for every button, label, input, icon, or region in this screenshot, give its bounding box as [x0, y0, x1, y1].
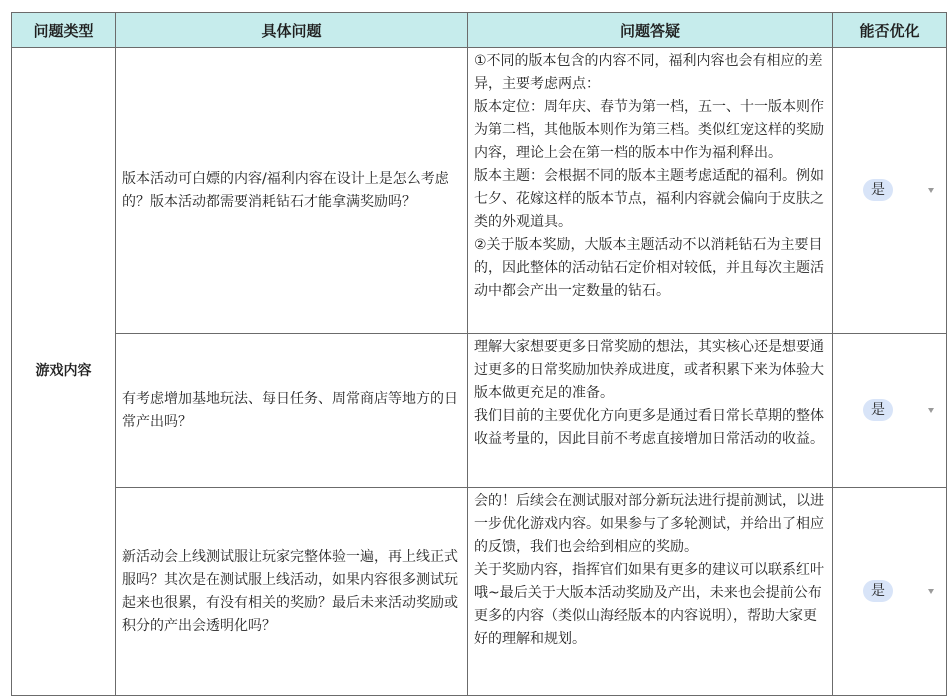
answer-paragraph: 版本定位：周年庆、春节为第一档，五一、十一版本则作为第二档，其他版本则作为第三档。类似红宠这样的奖励内容，理论上会在第一档的版本中作为福利释出。 — [474, 99, 824, 161]
answer-cell — [468, 334, 833, 488]
header-type: 问题类型 — [12, 13, 116, 48]
optimize-value-tag: 是 — [863, 179, 893, 201]
header-optimize: 能否优化 — [833, 13, 947, 48]
table-row — [12, 488, 947, 696]
header-question: 具体问题 — [116, 13, 468, 48]
optimize-value-tag: 是 — [863, 580, 893, 602]
header-row — [12, 13, 947, 48]
table-row — [12, 48, 947, 334]
question-cell: 有考虑增加基地玩法、每日任务、周常商店等地方的日常产出吗？ — [116, 334, 468, 488]
answer-paragraph: 版本主题：会根据不同的版本主题考虑适配的福利。例如七夕、花嫁这样的版本节点，福利内容就会偏向于皮肤之类的外观道具。 — [474, 168, 824, 230]
qa-table — [11, 12, 947, 696]
answer-paragraph: 会的！后续会在测试服对部分新玩法进行提前测试，以进一步优化游戏内容。如果参与了多轮测试，并给出了相应的反馈，我们也会给到相应的奖励。 — [474, 493, 824, 555]
category-cell: 游戏内容 — [12, 48, 116, 696]
answer-cell — [468, 488, 833, 696]
chevron-down-icon[interactable] — [928, 408, 934, 413]
optimize-select[interactable] — [833, 48, 947, 334]
answer-paragraph: 我们目前的主要优化方向更多是通过看日常长草期的整体收益考量的，因此目前不考虑直接增加日常活动的收益。 — [474, 408, 824, 447]
question-cell: 版本活动可白嫖的内容/福利内容在设计上是怎么考虑的？版本活动都需要消耗钻石才能拿满奖励吗？ — [116, 48, 468, 334]
answer-paragraph: ②关于版本奖励，大版本主题活动不以消耗钻石为主要目的，因此整体的活动钻石定价相对较低，并且每次主题活动中都会产出一定数量的钻石。 — [474, 237, 824, 299]
question-cell: 新活动会上线测试服让玩家完整体验一遍，再上线正式服吗？其次是在测试服上线活动，如果内容很多测试玩起来也很累，有没有相关的奖励？最后未来活动奖励或积分的产出会透明化吗？ — [116, 488, 468, 696]
answer-paragraph: 理解大家想要更多日常奖励的想法，其实核心还是想要通过更多的日常奖励加快养成进度，或者积累下来为体验大版本做更充足的准备。 — [474, 339, 824, 401]
answer-paragraph: 关于奖励内容，指挥官们如果有更多的建议可以联系红叶哦~最后关于大版本活动奖励及产出，未来也会提前公布更多的内容（类似山海经版本的内容说明），帮助大家更好的理解和规划。 — [474, 562, 824, 647]
chevron-down-icon[interactable] — [928, 589, 934, 594]
optimize-select[interactable] — [833, 334, 947, 488]
chevron-down-icon[interactable] — [928, 188, 934, 193]
header-answer: 问题答疑 — [468, 13, 833, 48]
answer-cell — [468, 48, 833, 334]
answer-paragraph: ①不同的版本包含的内容不同，福利内容也会有相应的差异，主要考虑两点： — [474, 53, 823, 92]
table-row — [12, 334, 947, 488]
optimize-value-tag: 是 — [863, 399, 893, 421]
optimize-select[interactable] — [833, 488, 947, 696]
